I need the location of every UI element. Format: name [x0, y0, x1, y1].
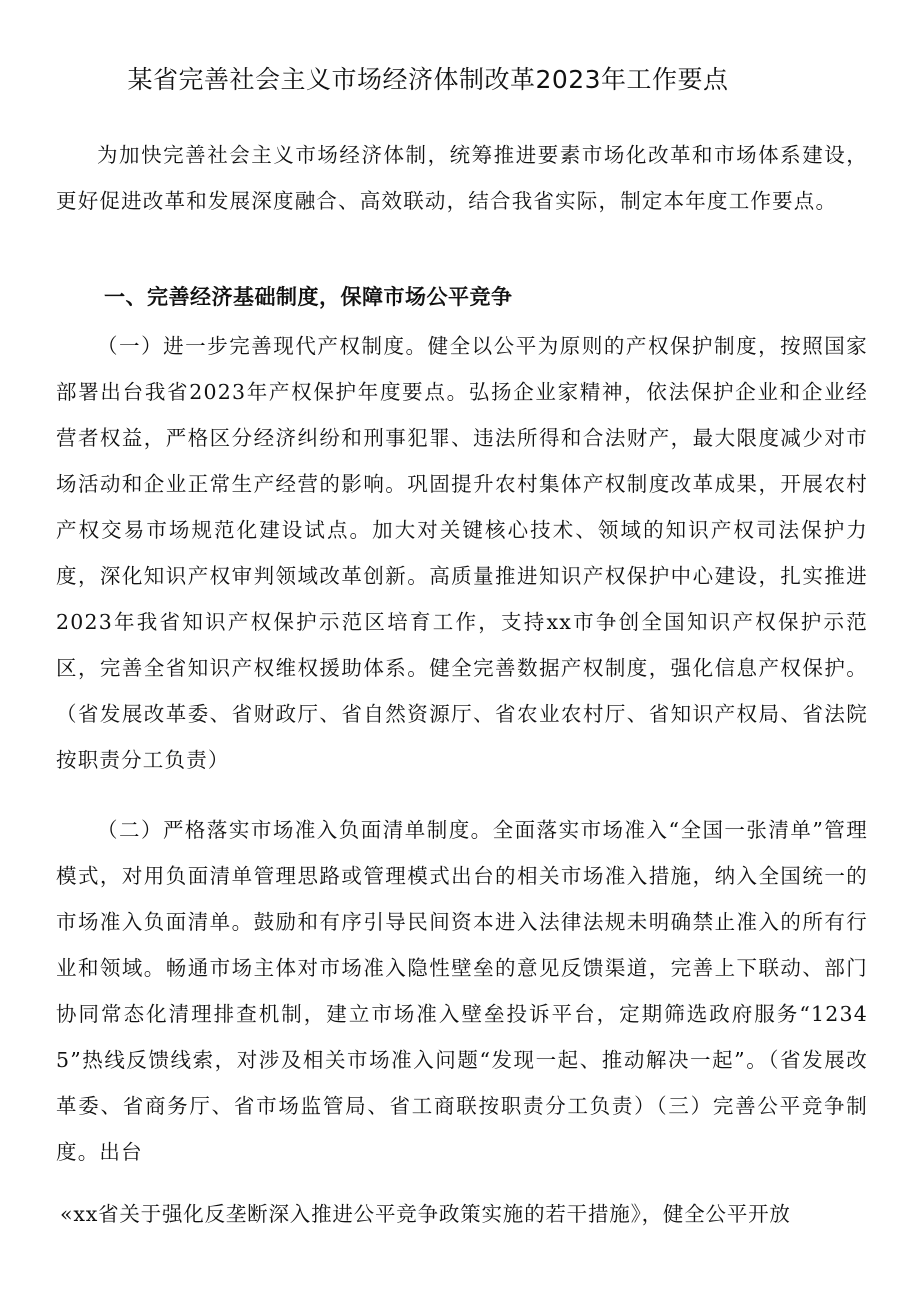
section-heading-1: 一、完善经济基础制度，保障市场公平竞争: [104, 285, 513, 309]
paragraph-market-access: （二）严格落实市场准入负面清单制度。全面落实市场准入“全国一张清单”管理模式，对用负面清单管理思路或管理模式出台的相关市场准入措施，纳入全国统一的市场准入负面清单。鼓励和有序引导民间资本进入法律法规未明确禁止准入的所有行业和领域。畅通市场主体对市场准入隐性壁垒的意见反馈渠道，完善上下联动、部门协同常态化清理排查机制，建立市场准入壁垒投诉平台，定期筛选政府服务“12345”热线反馈线索，对涉及相关市场准入问题“发现一起、推动解决一起”。（省发展改革委、省商务厅、省市场监管局、省工商联按职责分工负责）（三）完善公平竞争制度。出台: [56, 818, 868, 1164]
document-title: 某省完善社会主义市场经济体制改革2023年工作要点: [127, 65, 729, 94]
paragraph-property-rights: （一）进一步完善现代产权制度。健全以公平为原则的产权保护制度，按照国家部署出台我省2023年产权保护年度要点。弘扬企业家精神，依法保护企业和企业经营者权益，严格区分经济纠纷和刑事犯罪、违法所得和合法财产，最大限度减少对市场活动和企业正常生产经营的影响。巩固提升农村集体产权制度改革成果，开展农村产权交易市场规范化建设试点。加大对关键核心技术、领域的知识产权司法保护力度，深化知识产权审判领域改革创新。高质量推进知识产权保护中心建设，扎实推进2023年我省知识产权保护示范区培育工作，支持xx市争创全国知识产权保护示范区，完善全省知识产权维权援助体系。健全完善数据产权制度，强化信息产权保护。（省发展改革委、省财政厅、省自然资源厅、省农业农村厅、省知识产权局、省法院按职责分工负责）: [56, 334, 868, 772]
paragraph-fair-competition: «xx省关于强化反垄断深入推进公平竞争政策实施的若干措施》，健全公平开放: [60, 1202, 791, 1226]
intro-paragraph: 为加快完善社会主义市场经济体制，统筹推进要素市场化改革和市场体系建设，更好促进改革和发展深度融合、高效联动，结合我省实际，制定本年度工作要点。: [56, 143, 868, 213]
